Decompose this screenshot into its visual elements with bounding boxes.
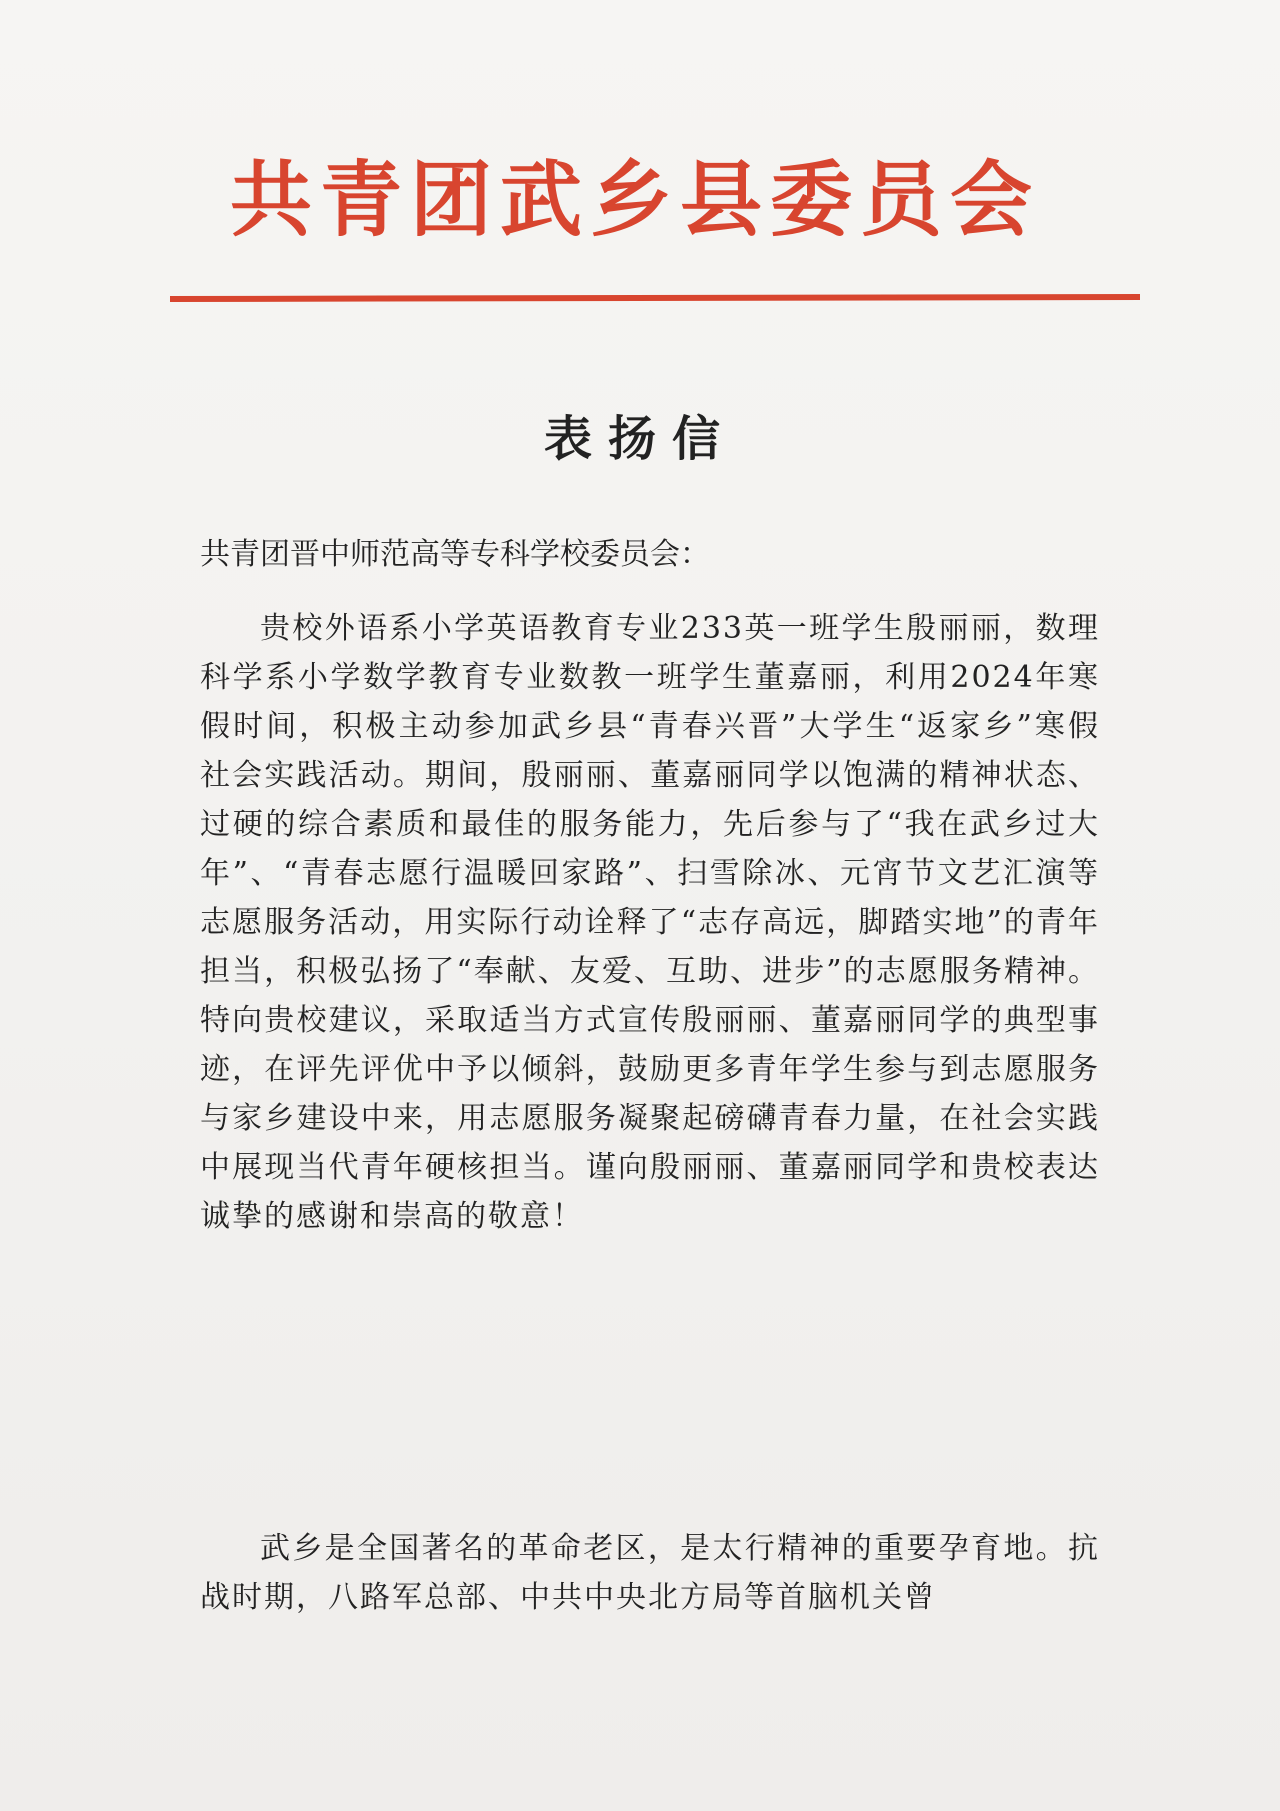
document-title: 表扬信	[543, 411, 736, 467]
body-paragraph-2: 武乡是全国著名的革命老区，是太行精神的重要孕育地。抗战时期，八路军总部、中共中央北方局等首脑机关曾	[200, 1531, 1100, 1615]
salutation: 共青团晋中师范高等专科学校委员会：	[200, 537, 710, 572]
letterhead-title: 共青团武乡县委员会	[229, 153, 1040, 248]
letterhead-red-rule	[170, 294, 1140, 302]
body-paragraph-1: 贵校外语系小学英语教育专业233英一班学生殷丽丽，数理科学系小学数学教育专业数教一班学生董嘉丽，利用2024年寒假时间，积极主动参加武乡县“青春兴晋”大学生“返家乡”寒假社会实践活动。期间，殷丽丽、董嘉丽同学以饱满的精神状态、过硬的综合素质和最佳的服务能力，先后参与了“我在武乡过大年”、“青春志愿行温暖回家路”、扫雪除冰、元宵节文艺汇演等志愿服务活动，用实际行动诠释了“志存高远，脚踏实地”的青年担当，积极弘扬了“奉献、友爱、互助、进步”的志愿服务精神。特向贵校建议，采取适当方式宣传殷丽丽、董嘉丽同学的典型事迹，在评先评优中予以倾斜，鼓励更多青年学生参与到志愿服务与家乡建设中来，用志愿服务凝聚起磅礴青春力量，在社会实践中展现当代青年硬核担当。谨向殷丽丽、董嘉丽同学和贵校表达诚挚的感谢和崇高的敬意！	[200, 611, 1100, 1234]
